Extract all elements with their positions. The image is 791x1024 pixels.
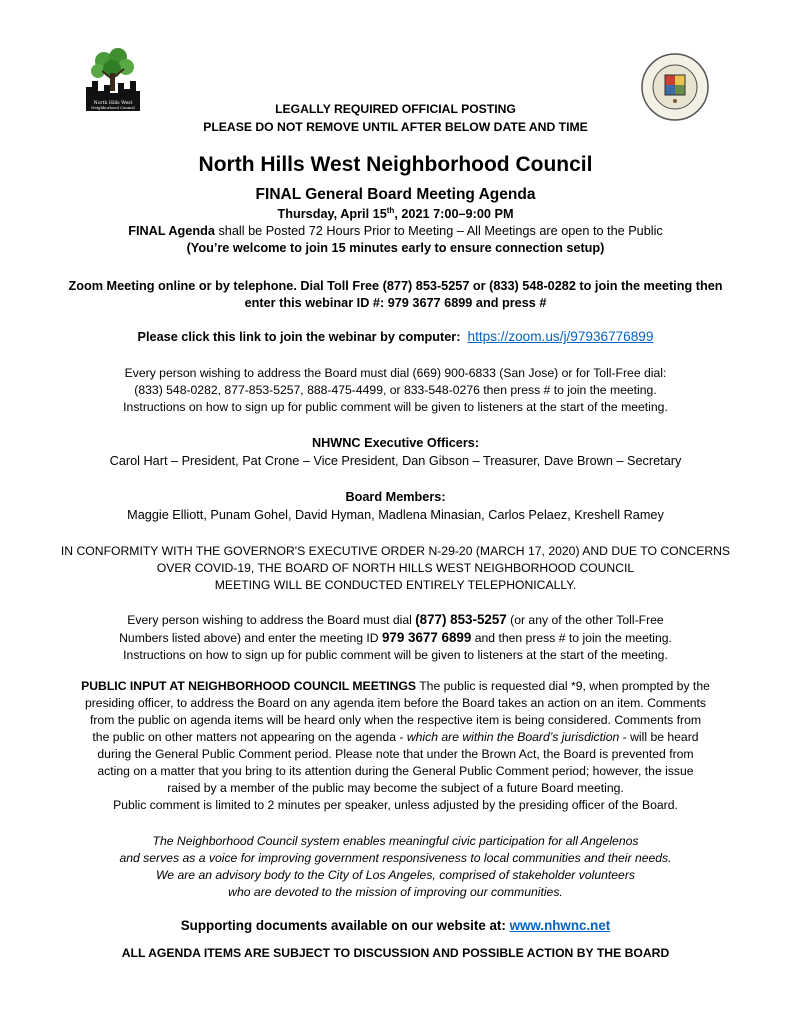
agenda-items-note: ALL AGENDA ITEMS ARE SUBJECT TO DISCUSSION AND POSSIBLE ACTION BY THE BOARD xyxy=(121,946,670,960)
public-input-line-6: acting on a matter that you bring to its attention during the General Public Comment period; however, the issue xyxy=(97,764,694,778)
public-input-line-2: presiding officer, to address the Board on any agenda item before the Board takes an action on an item. Comments xyxy=(84,696,707,710)
webinar-link-label: Please click this link to join the webinar by computer: xyxy=(137,330,461,344)
conformity-line-2: OVER COVID-19, THE BOARD OF NORTH HILLS WEST NEIGHBORHOOD COUNCIL xyxy=(156,561,635,575)
public-input-line-1: PUBLIC INPUT AT NEIGHBORHOOD COUNCIL MEETINGS The public is requested dial *9, when prompted by the xyxy=(81,679,710,693)
zoom-line-2: enter this webinar ID #: 979 3677 6899 and press # xyxy=(244,296,547,310)
posting-line-2: PLEASE DO NOT REMOVE UNTIL AFTER BELOW DATE AND TIME xyxy=(203,120,588,134)
zoom-webinar-link[interactable]: https://zoom.us/j/97936776899 xyxy=(467,329,654,344)
officers-list: Carol Hart – President, Pat Crone – Vice President, Dan Gibson – Treasurer, Dave Brown – Secretary xyxy=(109,454,682,468)
mission-line-2: and serves as a voice for improving government responsiveness to local communities and their needs. xyxy=(119,851,672,865)
svg-text:Neighborhood Council: Neighborhood Council xyxy=(91,105,135,110)
supporting-docs-row xyxy=(0,918,791,933)
public-input-line-8: Public comment is limited to 2 minutes per speaker, unless adjusted by the presiding officer of the Board. xyxy=(113,798,678,812)
agenda-subtitle: FINAL General Board Meeting Agenda xyxy=(255,186,536,203)
mission-line-4: who are devoted to the mission of improving our communities. xyxy=(228,885,563,899)
webinar-link-row xyxy=(0,329,791,344)
conformity-line-1: IN CONFORMITY WITH THE GOVERNOR'S EXECUTIVE ORDER N-29-20 (MARCH 17, 2020) AND DUE TO CONCERNS xyxy=(60,544,731,558)
mission-line-3: We are an advisory body to the City of Los Angeles, comprised of stakeholder volunteers xyxy=(156,868,635,882)
page-title: North Hills West Neighborhood Council xyxy=(198,153,593,176)
board-heading: Board Members: xyxy=(345,490,446,504)
dial-block-2-line-1: Every person wishing to address the Board must dial (877) 853-5257 (or any of the other Toll-Free xyxy=(127,612,664,627)
public-input-line-4: the public on other matters not appearing on the agenda - which are within the Board’s jurisdiction - will be heard xyxy=(92,730,699,744)
svg-text:North Hills West: North Hills West xyxy=(93,101,133,106)
dial-block-2-line-3: Instructions on how to sign up for public comment will be given to listeners at the start of the meeting. xyxy=(123,648,668,662)
meeting-date: Thursday, April 15th, 2021 7:00–9:00 PM xyxy=(277,206,514,221)
public-input-line-7: raised by a member of the public may become the subject of a future Board meeting. xyxy=(167,781,624,795)
dial-info-line-1: Every person wishing to address the Board must dial (669) 900-6833 (San Jose) or for Toll-Free dial: xyxy=(124,366,667,380)
posting-line-1: LEGALLY REQUIRED OFFICIAL POSTING xyxy=(275,102,516,116)
officers-heading: NHWNC Executive Officers: xyxy=(311,436,480,450)
supporting-docs-label: Supporting documents available on our website at: xyxy=(180,918,506,933)
dial-block-2-line-2: Numbers listed above) and enter the meeting ID 979 3677 6899 and then press # to join the meeting. xyxy=(119,630,672,645)
public-input-line-3: from the public on agenda items will be heard only when the respective item is being considered. Comments from xyxy=(89,713,702,727)
website-link[interactable]: www.nhwnc.net xyxy=(509,918,611,933)
board-members-list: Maggie Elliott, Punam Gohel, David Hyman, Madlena Minasian, Carlos Pelaez, Kreshell Ramey xyxy=(127,508,664,522)
dial-info-line-2: (833) 548-0282, 877-853-5257, 888-475-4499, or 833-548-0276 then press # to join the meeting. xyxy=(134,383,657,397)
public-input-line-5: during the General Public Comment period. Please note that under the Brown Act, the Board is prevented from xyxy=(97,747,694,761)
dial-info-line-3: Instructions on how to sign up for public comment will be given to listeners at the start of the meeting. xyxy=(123,400,668,414)
conformity-line-3: MEETING WILL BE CONDUCTED ENTIRELY TELEPHONICALLY. xyxy=(214,578,577,592)
mission-line-1: The Neighborhood Council system enables meaningful civic participation for all Angelenos xyxy=(152,834,639,848)
early-join-note: (You’re welcome to join 15 minutes early to ensure connection setup) xyxy=(186,241,605,255)
zoom-line-1: Zoom Meeting online or by telephone. Dial Toll Free (877) 853-5257 or (833) 548-0282 to join the meeting then xyxy=(68,279,723,293)
final-agenda-notice: FINAL Agenda shall be Posted 72 Hours Prior to Meeting – All Meetings are open to the Public xyxy=(128,224,663,238)
